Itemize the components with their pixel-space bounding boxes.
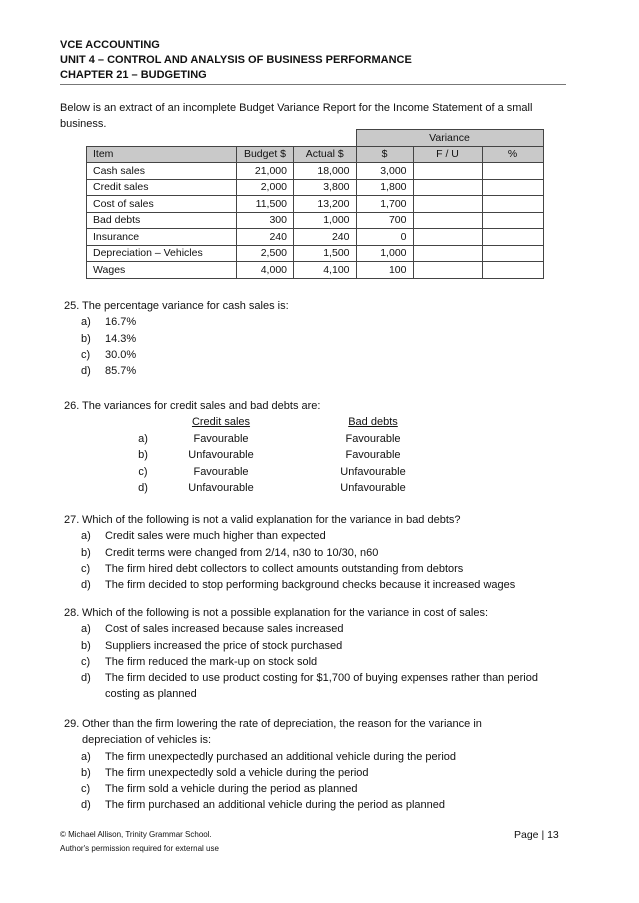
table-row (87, 229, 544, 246)
option-text: Credit sales were much higher than expected (105, 530, 326, 543)
question-stem: Which of the following is not a possible explanation for the variance in cost of sales: (82, 607, 489, 619)
table-cell-item: Depreciation – Vehicles (87, 245, 237, 262)
table-row (87, 163, 544, 180)
option-letter: d) (81, 799, 91, 812)
question-number: 27. (64, 514, 80, 526)
option-letter: d) (81, 579, 91, 592)
option-credit-sales: Unfavourable (188, 449, 254, 461)
option-letter: c) (138, 465, 148, 478)
table-cell-item: Bad debts (87, 212, 237, 229)
option-bad-debts: Unfavourable (340, 465, 406, 478)
table-cell-fu (413, 262, 482, 279)
option-letter: a) (81, 530, 91, 543)
option-text: The firm reduced the mark-up on stock sold (105, 655, 318, 668)
col-header-budget: Budget $ (237, 146, 294, 163)
answer-option (64, 545, 564, 561)
col-header-actual: Actual $ (294, 146, 357, 163)
footer-copyright: © Michael Allison, Trinity Grammar School. (60, 830, 212, 839)
table-cell-actual: 4,100 (294, 262, 357, 279)
answer-option (122, 447, 433, 464)
answer-option (64, 797, 564, 813)
table-cell-fu (413, 163, 482, 180)
table-cell-actual: 13,200 (294, 196, 357, 213)
answer-option (64, 781, 564, 797)
table-cell-variance: 1,800 (356, 179, 413, 196)
table-cell-actual: 240 (294, 229, 357, 246)
column-heading-credit-sales: Credit sales (191, 416, 251, 428)
col-header-variance-dollars: $ (356, 146, 413, 163)
table-cell-budget: 21,000 (237, 163, 294, 180)
option-letter: b) (138, 449, 148, 461)
table-cell-item: Cost of sales (87, 196, 237, 213)
table-cell-percent (482, 212, 543, 229)
option-text: 14.3% (105, 332, 137, 345)
question-29 (64, 716, 564, 814)
option-letter: b) (81, 766, 91, 779)
table-row (87, 179, 544, 196)
table-cell-budget: 2,500 (237, 245, 294, 262)
table-cell-actual: 1,500 (294, 245, 357, 262)
answer-option (64, 577, 564, 593)
header-subject: VCE ACCOUNTING (60, 39, 160, 51)
answer-option (64, 561, 564, 577)
option-text: The firm unexpectedly sold a vehicle during the period (105, 766, 369, 779)
table-cell-fu (413, 179, 482, 196)
option-letter: a) (81, 623, 91, 636)
option-letter: a) (81, 316, 91, 329)
table-cell-percent (482, 262, 543, 279)
option-bad-debts: Favourable (345, 432, 401, 445)
table-cell-item: Cash sales (87, 163, 237, 180)
header-divider (60, 84, 566, 85)
table-cell-budget: 2,000 (237, 179, 294, 196)
option-letter: d) (138, 482, 148, 494)
option-letter: b) (81, 546, 91, 559)
option-credit-sales: Favourable (193, 432, 249, 445)
option-letter: c) (81, 348, 91, 361)
footer-permission: Author's permission required for external use (60, 844, 219, 853)
question-26 (64, 398, 564, 414)
option-letter: d) (81, 672, 91, 685)
column-heading-bad-debts: Bad debts (348, 416, 398, 428)
table-cell-actual: 1,000 (294, 212, 357, 229)
table-cell-fu (413, 196, 482, 213)
table-cell-fu (413, 229, 482, 246)
option-text: Suppliers increased the price of stock purchased (105, 639, 343, 652)
question-number: 25. (64, 300, 80, 312)
table-cell-percent (482, 245, 543, 262)
page-number: Page | 13 (514, 829, 559, 841)
question-number: 29. (64, 718, 80, 730)
table-cell-variance: 700 (356, 212, 413, 229)
variance-group-header: Variance (356, 130, 543, 147)
option-credit-sales: Unfavourable (188, 482, 254, 494)
table-cell-variance: 3,000 (356, 163, 413, 180)
table-cell-variance: 1,700 (356, 196, 413, 213)
answer-option (64, 654, 564, 670)
table-row (87, 212, 544, 229)
option-letter: c) (81, 562, 91, 575)
table-cell-budget: 11,500 (237, 196, 294, 213)
table-cell-actual: 18,000 (294, 163, 357, 180)
options-grid-header (122, 414, 433, 431)
option-bad-debts: Unfavourable (340, 482, 406, 494)
question-27 (64, 512, 564, 593)
question-26-options-grid (122, 414, 433, 497)
col-header-fu: F / U (413, 146, 482, 163)
option-text: Cost of sales increased because sales increased (105, 623, 344, 636)
question-number: 26. (64, 400, 80, 412)
option-letter: b) (81, 332, 91, 345)
question-stem: Other than the firm lowering the rate of depreciation, the reason for the variance in depreciation of vehicles is: (82, 718, 482, 747)
table-cell-budget: 300 (237, 212, 294, 229)
question-25 (64, 298, 564, 379)
option-text: 85.7% (105, 365, 137, 378)
option-credit-sales: Favourable (193, 465, 249, 478)
table-row (87, 245, 544, 262)
header-chapter: CHAPTER 21 – BUDGETING (60, 69, 207, 81)
table-cell-percent (482, 163, 543, 180)
answer-option (64, 749, 564, 765)
table-cell-percent (482, 229, 543, 246)
footer-credits (60, 828, 219, 856)
answer-option (64, 765, 564, 781)
answer-option (64, 363, 564, 379)
option-letter: c) (81, 783, 91, 796)
table-cell-actual: 3,800 (294, 179, 357, 196)
answer-option (64, 528, 564, 544)
table-cell-variance: 1,000 (356, 245, 413, 262)
answer-option (64, 621, 564, 637)
answer-option (122, 431, 433, 448)
table-cell-fu (413, 212, 482, 229)
table-cell-variance: 0 (356, 229, 413, 246)
answer-option (64, 638, 564, 654)
option-letter: a) (138, 432, 148, 445)
table-cell-item: Insurance (87, 229, 237, 246)
table-cell-percent (482, 179, 543, 196)
option-letter: d) (81, 365, 91, 378)
question-stem: The percentage variance for cash sales is: (82, 300, 289, 312)
col-header-item: Item (87, 146, 237, 163)
header-unit: UNIT 4 – CONTROL AND ANALYSIS OF BUSINESS PERFORMANCE (60, 54, 412, 66)
option-letter: b) (81, 639, 91, 652)
intro-text: Below is an extract of an incomplete Budget Variance Report for the Income Statement of a small business. (60, 102, 533, 130)
answer-option (122, 480, 433, 497)
option-letter: a) (81, 750, 91, 763)
option-text: The firm hired debt collectors to collect amounts outstanding from debtors (105, 562, 464, 575)
document-header (60, 38, 566, 83)
answer-option (122, 464, 433, 481)
option-text: Credit terms were changed from 2/14, n30 to 10/30, n60 (105, 546, 379, 559)
table-cell-fu (413, 245, 482, 262)
option-text: 30.0% (105, 348, 137, 361)
budget-variance-table (86, 129, 544, 279)
option-text: The firm decided to stop performing background checks because it increased wages (105, 579, 516, 592)
table-cell-percent (482, 196, 543, 213)
table-cell-budget: 240 (237, 229, 294, 246)
question-number: 28. (64, 607, 80, 619)
table-cell-item: Wages (87, 262, 237, 279)
table-row (87, 196, 544, 213)
question-stem: Which of the following is not a valid explanation for the variance in bad debts? (82, 514, 461, 526)
answer-option (64, 670, 564, 703)
option-text: The firm purchased an additional vehicle during the period as planned (105, 799, 445, 812)
table-cell-budget: 4,000 (237, 262, 294, 279)
table-cell-item: Credit sales (87, 179, 237, 196)
question-stem: The variances for credit sales and bad debts are: (82, 400, 321, 412)
table-row (87, 262, 544, 279)
option-text: 16.7% (105, 316, 137, 329)
answer-option (64, 347, 564, 363)
option-text: The firm unexpectedly purchased an additional vehicle during the period (105, 750, 456, 763)
col-header-percent: % (482, 146, 543, 163)
table-cell-variance: 100 (356, 262, 413, 279)
answer-option (64, 331, 564, 347)
answer-option (64, 314, 564, 330)
question-28 (64, 605, 564, 703)
table-group-header-row (87, 130, 544, 147)
option-text: The firm decided to use product costing for $1,700 of buying expenses rather than period costing as planned (105, 672, 538, 701)
option-bad-debts: Favourable (345, 449, 401, 461)
table-header-row (87, 146, 544, 163)
option-letter: c) (81, 655, 91, 668)
option-text: The firm sold a vehicle during the period as planned (105, 783, 358, 796)
